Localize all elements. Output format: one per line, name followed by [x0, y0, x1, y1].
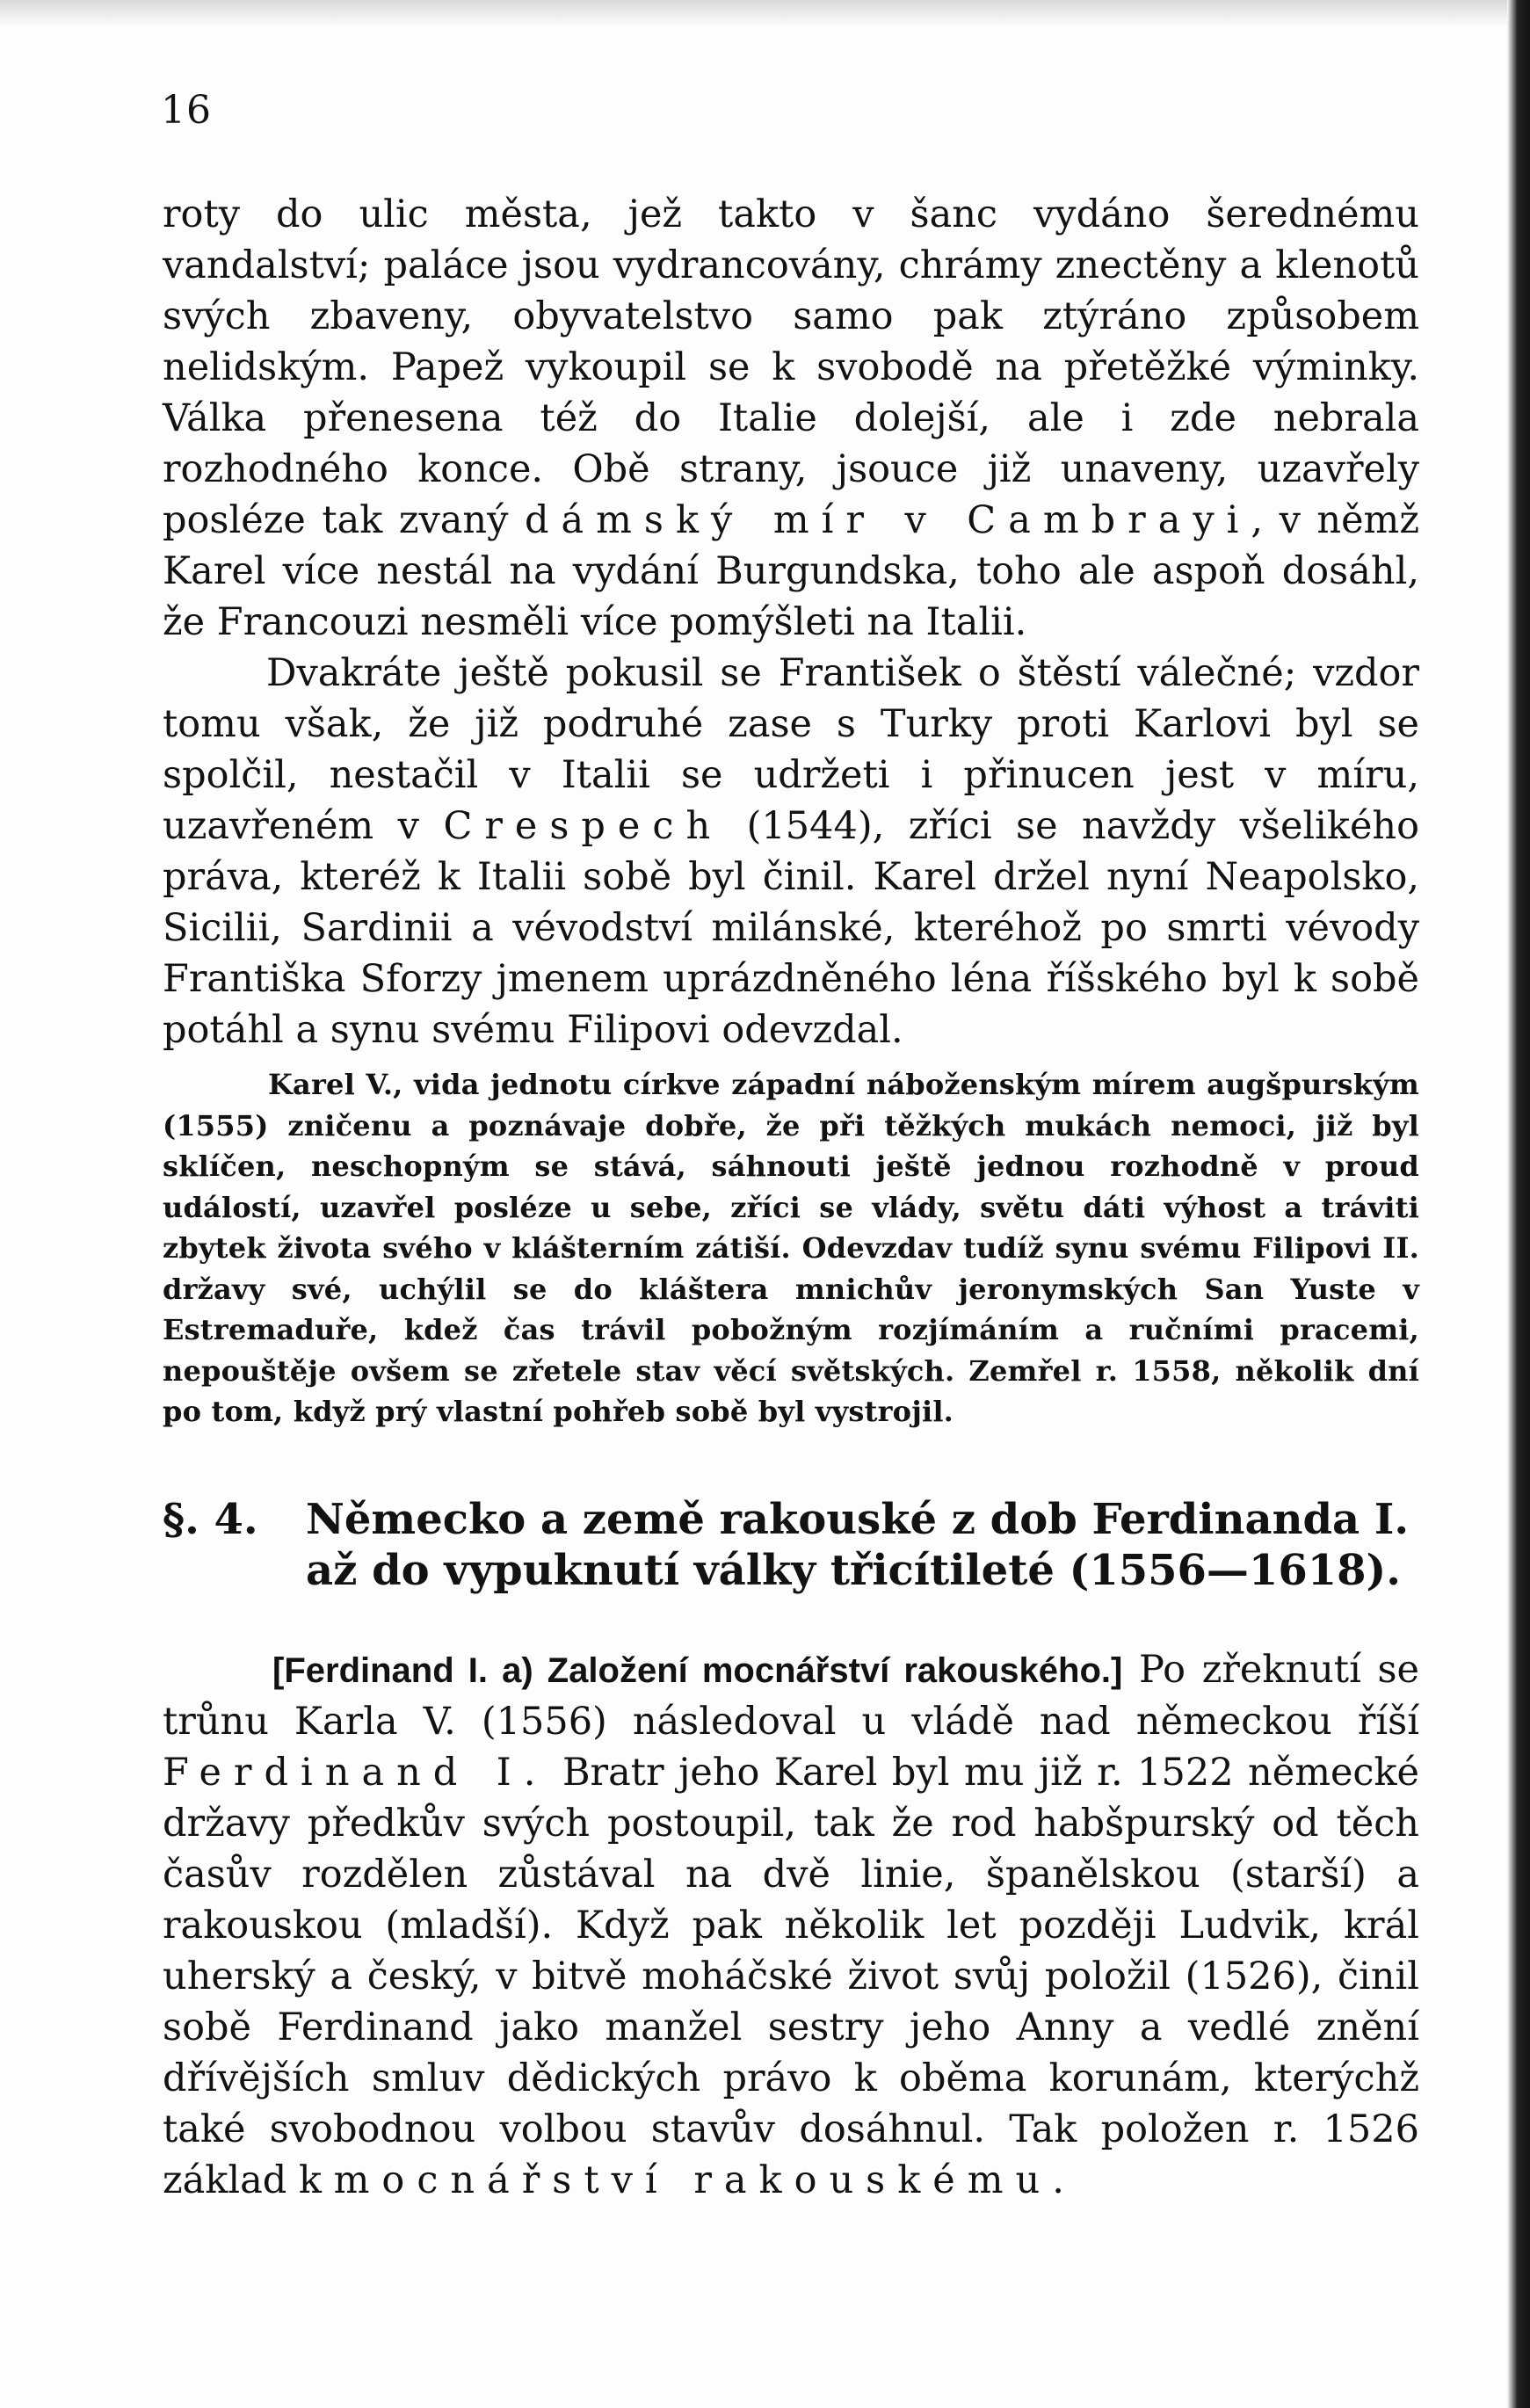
p2-spaced-term: Crespech	[443, 804, 723, 848]
section-heading	[163, 1494, 1419, 1596]
paragraph-1	[163, 189, 1419, 648]
p2-text-a: Dvakráte ještě pokusil se František o štěstí válečné; vzdor tomu však, že již podruhé zase s Turky proti Karlovi byl se spolčil, nestačil v Italii se udržeti i přinucen jest v míru, uzavřeném v	[163, 651, 1419, 848]
p3-text-a: Po zřeknutí se trůnu Karla V. (1556) následoval u vládě nad německou říší	[163, 1647, 1420, 1744]
p3-spaced-term: mocnářství rakouskému.	[333, 2158, 1077, 2202]
paragraph-3	[163, 1644, 1419, 2206]
p3-text-b: Bratr jeho Karel byl mu již r. 1522 německé državy předkův svých postoupil, tak že rod habšpurský od těch časův rozdělen zůstával na dvě linie, španělskou (starší) a rakouskou (mladší). Když pak několik let později Ludvik, král uherský a český, v bitvě moháčské život svůj položil (1526), činil sobě Ferdinand jako manžel sestry jeho Anny a vedlé znění dřívějších smluv dědických právo k oběma korunám, kterýchž také svobodnou volbou stavův dosáhnul. Tak položen r. 1526 základ k	[163, 1750, 1420, 2202]
paragraph-2	[163, 648, 1419, 1055]
p1-text-a: roty do ulic města, jež takto v šanc vydáno šerednému vandalství; paláce jsou vydrancovány, chrámy znectěny a klenotů svých zbaveny, obyvatelstvo samo pak ztýráno způsobem nelidským. Papež vykoupil se k svobodě na přetěžké výminky. Válka přenesena též do Italie dolejší, ale i zde nebrala rozhodného konce. Obě strany, jsouce již unaveny, uzavřely posléze tak zvaný	[163, 192, 1419, 542]
section-title: Německo a země rakouské z dob Ferdinanda I. až do vypuknutí války třicítileté (1556—1618).	[306, 1494, 1410, 1595]
small-print-paragraph: Karel V., vida jednotu církve západní náboženským mírem augšpurským (1555) zničenu a poznávaje dobře, že při těžkých mukách nemoci, již byl sklíčen, neschopným se stává, sáhnouti ještě jednou rozhodně v proud událostí, uzavřel posléze u sebe, zříci se vlády, světu dáti výhost a tráviti zbytek života svého v klášterním zátiší. Odevzdav tudíž synu svému Filipovi II. državy své, uchýlil se do kláštera mnichův jeronymských San Yuste v Estremaduře, kdež čas trávil pobožným rozjímáním a ručními pracemi, nepouštěje ovšem se zřetele stav věcí světských. Zemřel r. 1558, několik dní po tom, když prý vlastní pohřeb sobě byl vystrojil.	[163, 1068, 1419, 1428]
p1-spaced-term: dámský mír v Cambrayi	[524, 498, 1251, 542]
p3-spaced-name: Ferdinand I.	[163, 1750, 548, 1795]
p3-label: [Ferdinand I. a) Založení mocnářství rakouského.]	[272, 1650, 1123, 1690]
page-number: 16	[161, 88, 212, 133]
section-number: §. 4.	[163, 1494, 258, 1544]
main-text	[163, 189, 1419, 2206]
p2-text-b: (1544), zříci se navždy všelikého práva, kteréž k Italii sobě byl činil. Karel držel nyní Neapolsko, Sicilii, Sardinii a vévodství milánské, kteréhož po smrti vévody Františka Sforzy jmenem uprázdněného léna říšského byl k sobě potáhl a synu svému Filipovi odevzdal.	[163, 804, 1419, 1052]
scan-edge-right	[1507, 0, 1530, 2408]
p1-text-b: , v němž Karel více nestál na vydání Burgundska, toho ale aspoň dosáhl, že Francouzi nesměli více pomýšleti na Italii.	[163, 498, 1419, 644]
scan-edge-top	[0, 0, 1530, 26]
